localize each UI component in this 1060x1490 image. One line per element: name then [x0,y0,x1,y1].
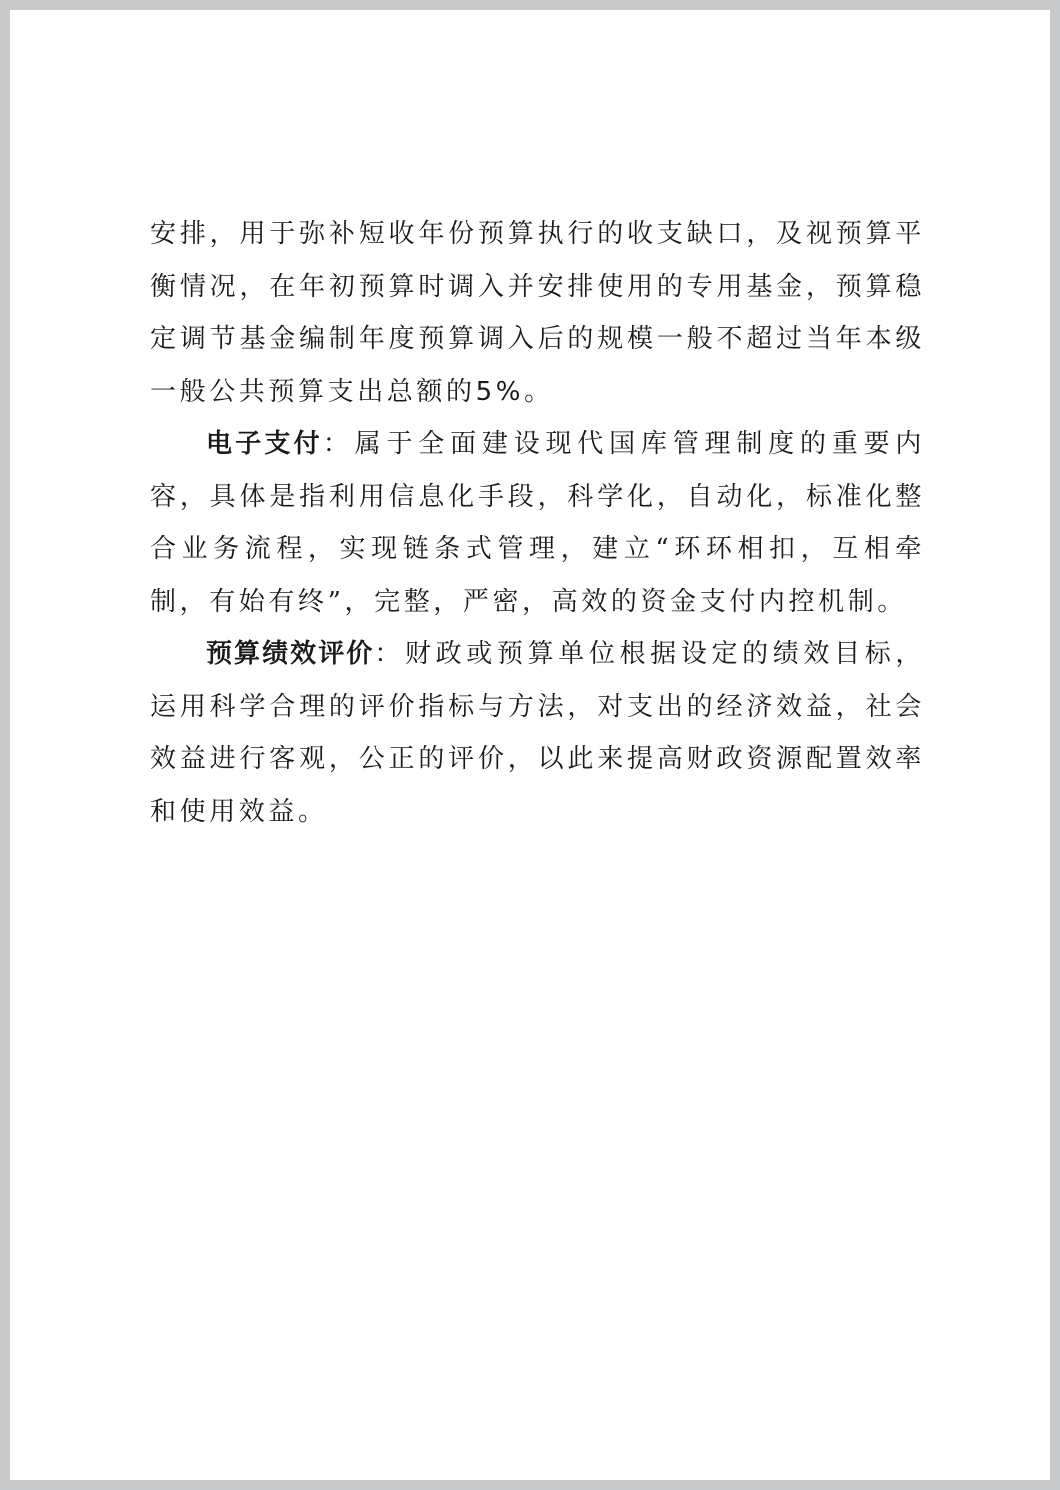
paragraph-electronic-payment [150,418,925,628]
paragraph-budget-stabilization-fund [150,208,925,418]
document-page [10,10,1050,1480]
paragraph-text: 财政或预算单位根据设定的绩效目标，运用科学合理的评价指标与方法，对支出的经济效益，社会效益进行客观，公正的评价，以此来提高财政资源配置效率和使用效益。 [150,639,925,827]
document-body [150,208,925,838]
paragraph-text: 属于全面建设现代国库管理制度的重要内容，具体是指利用信息化手段，科学化，自动化，标准化整合业务流程，实现链条式管理，建立“环环相扣，互相牵制，有始有终”，完整，严密，高效的资金支付内控机制。 [150,429,925,617]
paragraph-performance-evaluation [150,628,925,838]
percent-value: 5% [475,376,525,407]
term-heading: 电子支付 [206,429,323,459]
paragraph-end: 。 [524,376,554,407]
term-colon: ： [374,639,405,669]
term-colon: ： [322,429,355,459]
term-heading: 预算绩效评价 [206,639,375,669]
paragraph-text: 安排，用于弥补短收年份预算执行的收支缺口，及视预算平衡情况，在年初预算时调入并安排使用的专用基金，预算稳定调节基金编制年度预算调入后的规模一般不超过当年本级一般公共预算支出总额的 [150,219,925,407]
